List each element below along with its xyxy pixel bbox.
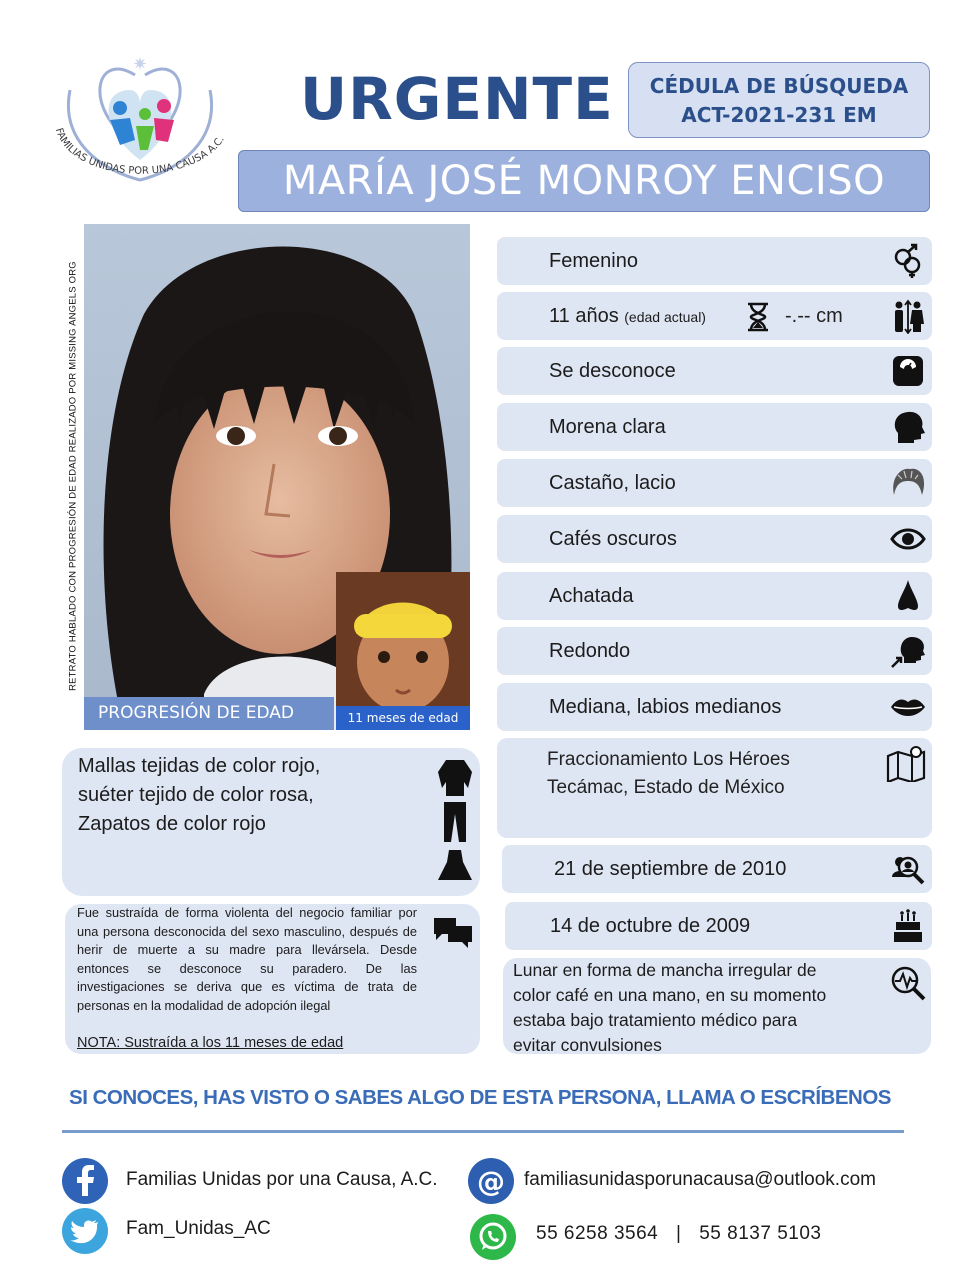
missing-date-value: 21 de septiembre de 2010: [554, 858, 787, 880]
mouth-value: Mediana, labios medianos: [549, 696, 782, 718]
marks-line-4: evitar convulsiones: [513, 1035, 662, 1055]
location-line-1: Fraccionamiento Los Héroes: [547, 749, 790, 770]
age-note: (edad actual): [624, 309, 706, 325]
phone-2[interactable]: 55 8137 5103: [699, 1223, 822, 1244]
cedula-line-2: ACT-2021-231 EM: [681, 103, 877, 127]
nose-row: [497, 572, 932, 620]
height-icon: [890, 298, 926, 334]
facebook-icon[interactable]: [62, 1158, 108, 1204]
footer-divider: [62, 1130, 904, 1133]
weight-row: [497, 347, 932, 395]
whatsapp-icon[interactable]: [470, 1214, 516, 1260]
chat-icon: [432, 916, 474, 948]
phone-separator: |: [676, 1223, 682, 1244]
marks-box: [503, 958, 931, 1054]
hair-row: [497, 459, 932, 507]
location-box: [497, 738, 932, 838]
missing-date-row: [502, 845, 932, 893]
face-profile-icon: [890, 633, 926, 669]
weight-value: Se desconoce: [549, 360, 676, 382]
search-person-icon: [890, 851, 926, 887]
eyes-row: [497, 515, 932, 563]
clothing-line-3: Zapatos de color rojo: [78, 813, 266, 835]
phone-1[interactable]: 55 6258 3564: [536, 1223, 659, 1244]
organization-logo: [40, 30, 240, 210]
svg-text:✷: ✷: [132, 54, 148, 75]
email-icon[interactable]: [468, 1158, 514, 1204]
age-height-row: [497, 292, 932, 340]
portrait-credit: [62, 226, 84, 726]
face-value: Redondo: [549, 640, 631, 662]
email-address[interactable]: familiasunidasporunacausa@outlook.com: [524, 1169, 876, 1190]
hourglass-icon: [745, 302, 771, 332]
description-text: Fue sustraída de forma violenta del negocio familiar por una persona desconocida del sexo masculino, después de herir de muerte a su madre para llevársela. Desde entonces se desconoce su paradero. De las investigaciones se deriva que es víctima de trata de personas en la modalidad de adopción ilegal: [77, 905, 417, 1013]
location-line-2: Tecámac, Estado de México: [547, 777, 785, 798]
call-to-action: SI CONOCES, HAS VISTO O SABES ALGO DE ESTA PERSONA, LLAMA O ESCRÍBENOS: [69, 1086, 891, 1109]
description-note: NOTA: Sustraída a los 11 meses de edad: [77, 1035, 344, 1051]
clothing-text: [78, 752, 320, 839]
sex-value: Femenino: [549, 250, 638, 272]
skin-row: [497, 403, 932, 451]
urgent-title: URGENTE: [300, 65, 614, 133]
birth-date-row: [505, 902, 932, 950]
baby-age-label: 11 meses de edad: [336, 706, 470, 730]
marks-line-2: color café en una mano, en su momento: [513, 985, 827, 1005]
marks-line-1: Lunar en forma de mancha irregular de: [513, 960, 817, 980]
clothing-line-1: Mallas tejidas de color rojo,: [78, 755, 321, 777]
eyes-value: Cafés oscuros: [549, 528, 677, 550]
mouth-row: [497, 683, 932, 731]
nose-value: Achatada: [549, 585, 634, 607]
gender-icon: [890, 243, 926, 279]
sex-row: [497, 237, 932, 285]
twitter-handle[interactable]: Fam_Unidas_AC: [126, 1218, 271, 1239]
face-row: [497, 627, 932, 675]
hair-value: Castaño, lacio: [549, 472, 676, 494]
location-text: [547, 746, 790, 802]
eye-icon: [890, 521, 926, 557]
svg-text:@: @: [477, 1165, 505, 1198]
map-icon: [886, 744, 926, 782]
marks-line-3: estaba bajo tratamiento médico para: [513, 1010, 798, 1030]
skin-value: Morena clara: [549, 416, 666, 438]
logo-text: FAMILIAS UNIDAS POR UNA CAUSA A.C.: [52, 126, 227, 177]
progression-label: PROGRESIÓN DE EDAD: [84, 697, 334, 730]
health-search-icon: [889, 964, 927, 1002]
head-profile-icon: [890, 409, 926, 445]
clothing-box: [62, 748, 480, 896]
lips-icon: [890, 689, 926, 725]
nose-icon: [890, 578, 926, 614]
clothes-icon: [436, 758, 474, 882]
search-card-id: [628, 62, 930, 138]
hair-icon: [890, 465, 926, 501]
cedula-line-1: CÉDULA DE BÚSQUEDA: [649, 74, 909, 98]
marks-text: [513, 958, 826, 1058]
person-name: MARÍA JOSÉ MONROY ENCISO: [238, 150, 930, 212]
twitter-icon[interactable]: [62, 1208, 108, 1254]
age-value: 11 años: [549, 305, 619, 327]
clothing-line-2: suéter tejido de color rosa,: [78, 784, 314, 806]
facebook-handle[interactable]: Familias Unidas por una Causa, A.C.: [126, 1169, 438, 1190]
portrait-credit-text: RETRATO HABLADO CON PROGRESIÓN DE EDAD REALIZADO POR MISSING ANGELS ORG: [67, 261, 79, 691]
birthday-cake-icon: [890, 908, 926, 944]
scale-icon: [890, 353, 926, 389]
phone-numbers: [536, 1223, 821, 1245]
height-value: -.-- cm: [785, 305, 843, 327]
birth-date-value: 14 de octubre de 2009: [550, 915, 751, 937]
age-text-group: [549, 292, 706, 341]
description-box: [65, 904, 480, 1054]
